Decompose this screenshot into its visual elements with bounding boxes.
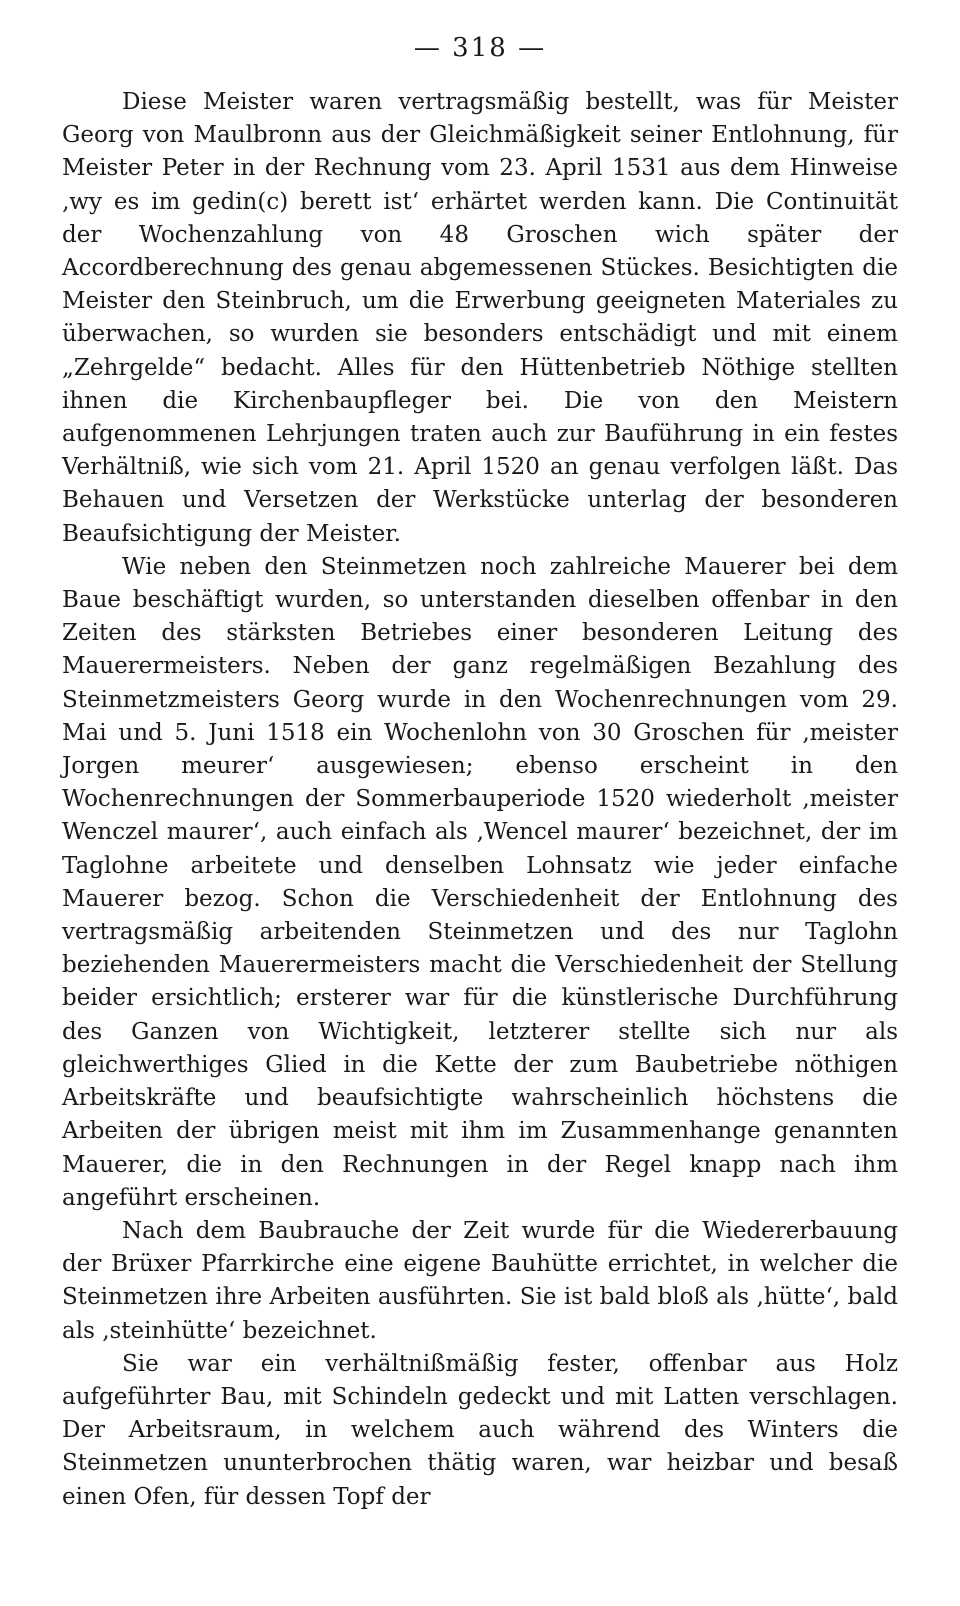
paragraph-3: Nach dem Baubrauche der Zeit wurde für die Wiedererbauung der Brüxer Pfarrkirche eine eigene Bauhütte errichtet, in welcher die Steinmetzen ihre Arbeiten ausführten. Sie ist bald bloß als ‚hütte‘, bald als ‚steinhütte‘ bezeichnet. — [62, 1217, 898, 1344]
page-number: — 318 — — [413, 33, 547, 63]
paragraph-2: Wie neben den Steinmetzen noch zahlreiche Mauerer bei dem Baue beschäftigt wurden, so unterstanden dieselben offenbar in den Zeiten des stärksten Betriebes einer besonderen Leitung des Mauerermeisters. Neben der ganz regelmäßigen Bezahlung des Steinmetzmeisters Georg wurde in den Wochenrechnungen vom 29. Mai und 5. Juni 1518 ein Wochenlohn von 30 Groschen für ‚meister Jorgen meurer‘ ausgewiesen; ebenso erscheint in den Wochenrechnungen der Sommerbauperiode 1520 wiederholt ‚meister Wenczel maurer‘, auch einfach als ‚Wencel maurer‘ bezeichnet, der im Taglohne arbeitete und denselben Lohnsatz wie jeder einfache Mauerer bezog. Schon die Verschiedenheit der Entlohnung des vertragsmäßig arbeitenden Steinmetzen und des nur Taglohn beziehenden Mauerermeisters macht die Verschiedenheit der Stellung beider ersichtlich; ersterer war für die künstlerische Durchführung des Ganzen von Wichtigkeit, letzterer stellte sich nur als gleichwerthiges Glied in die Kette der zum Baubetriebe nöthigen Arbeitskräfte und beaufsichtigte wahrscheinlich höchstens die Arbeiten der übrigen meist mit ihm im Zusammenhange genannten Mauerer, die in den Rechnungen in der Regel knapp nach ihm angeführt erscheinen. — [62, 553, 898, 1211]
paragraph-1: Diese Meister waren vertragsmäßig bestellt, was für Meister Georg von Maulbronn aus der Gleichmäßigkeit seiner Entlohnung, für Meister Peter in der Rechnung vom 23. April 1531 aus dem Hinweise ‚wy es im gedin(c) berett ist‘ erhärtet werden kann. Die Continuität der Wochenzahlung von 48 Groschen wich später der Accordberechnung des genau abgemessenen Stückes. Besichtigten die Meister den Steinbruch, um die Erwerbung geeigneten Materiales zu überwachen, so wurden sie besonders entschädigt und mit einem „Zehrgelde“ bedacht. Alles für den Hüttenbetrieb Nöthige stellten ihnen die Kirchenbaupfleger bei. Die von den Meistern aufgenommenen Lehrjungen traten auch zur Bauführung in ein festes Verhältniß, wie sich vom 21. April 1520 an genau verfolgen läßt. Das Behauen und Versetzen der Werkstücke unterlag der besonderen Beaufsichtigung der Meister. — [62, 89, 898, 547]
paragraph-4: Sie war ein verhältnißmäßig fester, offenbar aus Holz aufgeführter Bau, mit Schindeln gedeckt und mit Latten verschlagen. Der Arbeitsraum, in welchem auch während des Winters die Steinmetzen ununterbrochen thätig waren, war heizbar und besaß einen Ofen, für dessen Topf der — [62, 1350, 898, 1510]
